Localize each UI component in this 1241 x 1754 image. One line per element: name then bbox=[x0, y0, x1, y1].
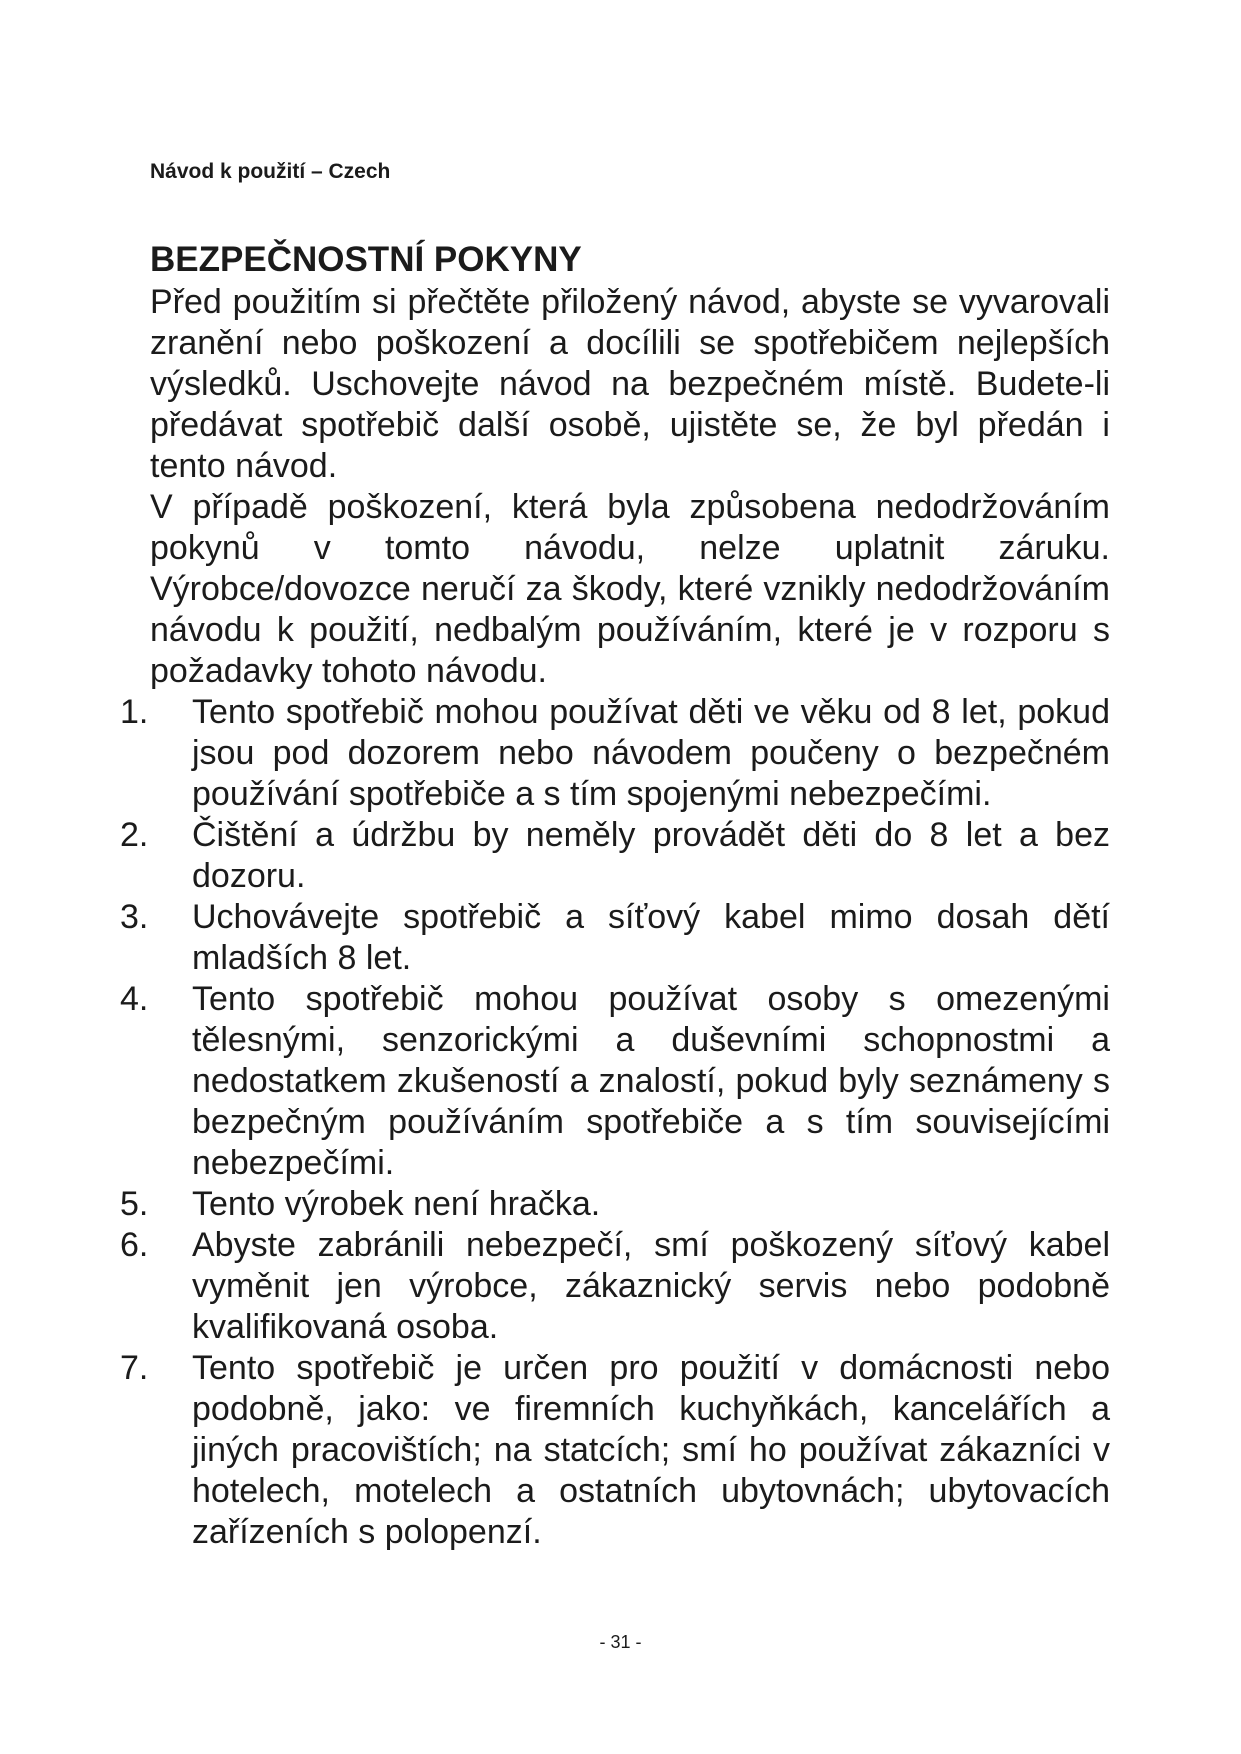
list-item-number: 6. bbox=[120, 1226, 149, 1264]
intro-paragraph: V případě poškození, která byla způsobena nedodržováním pokynů v tomto návodu, nelze uplatnit záruku. Výrobce/dovozce neručí za škody, které vznikly nedodržováním návodu k použití, nedbalým používáním, které je v rozporu s požadavky tohoto návodu. bbox=[150, 488, 1110, 690]
list-item-text: Abyste zabránili nebezpečí, smí poškozený síťový kabel vyměnit jen výrobce, zákaznický servis nebo podobně kvalifikovaná osoba. bbox=[192, 1226, 1110, 1346]
list-item bbox=[120, 1184, 1110, 1225]
list-item-number: 3. bbox=[120, 898, 149, 936]
section-heading: BEZPEČNOSTNÍ POKYNY bbox=[150, 240, 582, 279]
list-item bbox=[120, 979, 1110, 1184]
list-item bbox=[120, 692, 1110, 815]
list-item-text: Tento spotřebič mohou používat děti ve věku od 8 let, pokud jsou pod dozorem nebo návodem poučeny o bezpečném používání spotřebiče a s tím spojenými nebezpečími. bbox=[192, 693, 1110, 813]
intro-paragraph: Před použitím si přečtěte přiložený návod, abyste se vyvarovali zranění nebo poškození a docílili se spotřebičem nejlepších výsledků. Uschovejte návod na bezpečném místě. Budete-li předávat spotřebič další osobě, ujistěte se, že byl předán i tento návod. bbox=[150, 283, 1110, 485]
list-item bbox=[120, 1225, 1110, 1348]
list-item bbox=[120, 815, 1110, 897]
list-item-number: 5. bbox=[120, 1185, 149, 1223]
list-item-text: Tento výrobek není hračka. bbox=[192, 1185, 601, 1223]
list-item-number: 7. bbox=[120, 1349, 149, 1387]
list-item-text: Tento spotřebič je určen pro použití v domácnosti nebo podobně, jako: ve firemních kuchyňkách, kancelářích a jiných pracovištích; na statcích; smí ho používat zákazníci v hotelech, motelech a ostatních ubytovnách; ubytovacích zařízeních s polopenzí. bbox=[192, 1349, 1110, 1551]
intro-text bbox=[150, 282, 1110, 692]
list-item-text: Uchovávejte spotřebič a síťový kabel mimo dosah dětí mladších 8 let. bbox=[192, 898, 1110, 977]
list-item-number: 4. bbox=[120, 980, 149, 1018]
list-item bbox=[120, 897, 1110, 979]
page-number: - 31 - bbox=[599, 1632, 642, 1652]
list-item-number: 2. bbox=[120, 816, 149, 854]
list-item-number: 1. bbox=[120, 693, 149, 731]
safety-rules-list bbox=[120, 692, 1110, 1553]
list-item-text: Tento spotřebič mohou používat osoby s omezenými tělesnými, senzorickými a duševními schopnostmi a nedostatkem zkušeností a znalostí, pokud byly seznámeny s bezpečným používáním spotřebiče a s tím souvisejícími nebezpečími. bbox=[192, 980, 1110, 1182]
list-item-text: Čištění a údržbu by neměly provádět děti do 8 let a bez dozoru. bbox=[192, 816, 1110, 895]
document-header: Návod k použití – Czech bbox=[150, 160, 391, 183]
list-item bbox=[120, 1348, 1110, 1553]
